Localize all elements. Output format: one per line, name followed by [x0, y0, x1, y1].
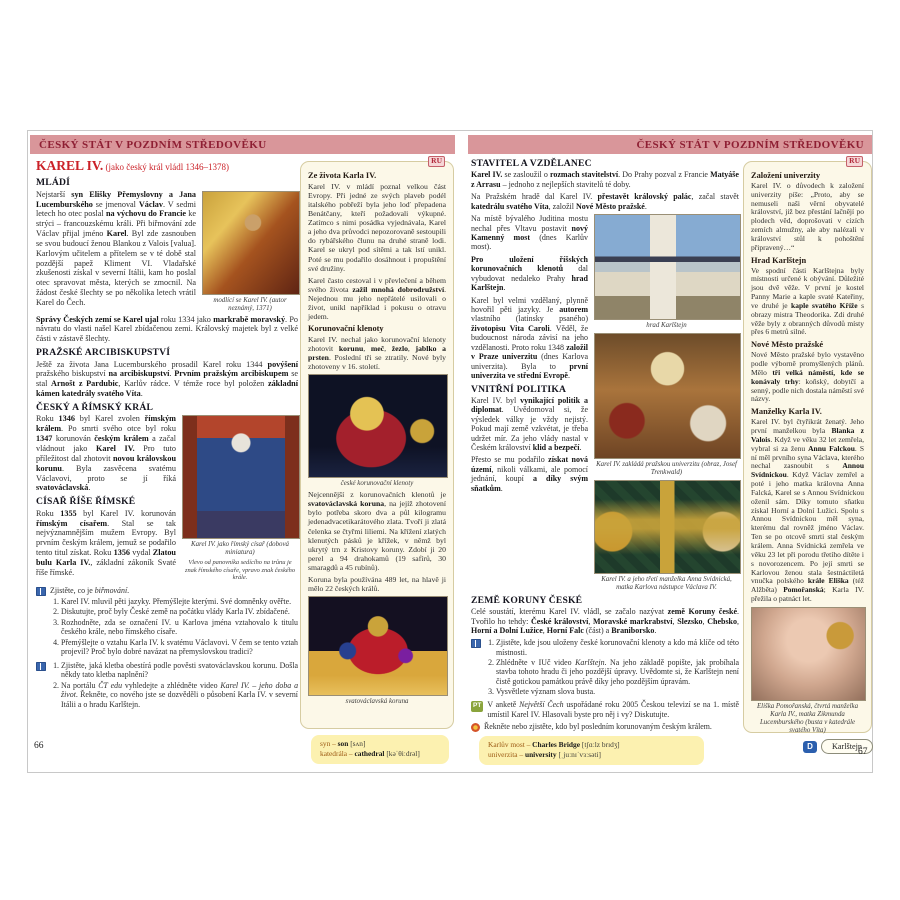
section-heading-cisar: CÍSAŘ ŘÍŠE ŘÍMSKÉ — [36, 496, 136, 508]
image-university-founding — [594, 333, 741, 459]
sidebar-heading: Hrad Karlštejn — [751, 255, 807, 265]
sidebar-paragraph: Koruna byla používána 489 let, na hlavě ji mělo 22 českých králů. — [308, 574, 446, 594]
vocab-ipa: [kəˈθiːdrəl] — [386, 749, 420, 759]
task-item: V anketě Největší Čech uspořádané roku 2005 Českou televizí se na 1. místě umístil Karel IV. Hlasovali byste pro něj i vy? Diskutujte. — [487, 700, 739, 719]
paragraph: Na Pražském hradě dal Karel IV. přestavět královský palác, začal stavět katedrálu svatého Víta, založil Nové Město pražské. — [471, 192, 739, 211]
chapter-title: ČESKÝ STÁT V POZDNÍM STŘEDOVĚKU — [636, 138, 864, 151]
figure-eliska-bust — [751, 607, 864, 735]
task-item: 2. Diskutujte, proč byly České země na počátku vlády Karla IV. zbídačené. — [61, 607, 298, 616]
paragraph: Na místě bývalého Juditina mostu nechal přes Vltavu postavit nový Kamenný most (dnes Karlův most). — [471, 214, 589, 252]
task-item: 4. Přemýšlejte o vztahu Karla IV. k svatému Václavovi. V čem se tento vztah projevil? Proč bylo dobré navázat na přemyslovskou tradici? — [61, 638, 298, 657]
section-heading-stavitel: STAVITEL A VZDĚLANEC — [471, 158, 592, 169]
section-heading-politika: VNITŘNÍ POLITIKA — [471, 383, 567, 395]
section-heading-mladi: MLÁDÍ — [36, 177, 71, 189]
page-67-main-column — [471, 158, 739, 736]
section-heading-cesky-rimsky-kral: ČESKÝ A ŘÍMSKÝ KRÁL — [36, 401, 154, 413]
caption-university: Karel IV. zakládá pražskou univerzitu (obraz, Josef Trenkwald) — [596, 461, 737, 476]
page-number-67: 67 — [858, 747, 868, 757]
two-column-row — [471, 214, 739, 592]
image-subcolumn — [594, 214, 739, 592]
page-number-66: 66 — [34, 741, 44, 751]
section-heading-zeme: ZEMĚ KORUNY ČESKÉ — [471, 594, 583, 606]
ru-badge: RU — [428, 156, 445, 167]
sidebar-ze-zivota — [300, 156, 454, 729]
caption-eliska-bust: Eliška Pomořanská, čtvrtá manželka Karla IV., matka Zikmunda Lucemburského (busta v katedrále svatého Víta) — [756, 702, 859, 734]
vocab-english: university — [524, 750, 557, 760]
flower-icon — [471, 723, 480, 732]
caption-emperor-detail: Vlevo od panovníka sedícího na trůnu je znak římského císaře, vpravo znak českého krále. — [184, 559, 296, 582]
caption-karlstejn: hrad Karlštejn — [646, 322, 687, 330]
page-66-main-column — [36, 158, 298, 743]
vocab-english: Charles Bridge — [532, 740, 580, 749]
task-list-3 — [485, 638, 739, 697]
figure-karel-praying — [202, 191, 298, 313]
sidebar-heading: Ze života Karla IV. — [308, 171, 377, 180]
paragraph: Karel byl velmi vzdělaný, plynně hovořil pěti jazyky. Je autorem vlastního (latinsky psaného) životopisu Vita Caroli. Věděl, že budoucnost národa závisí na jeho vzdělanosti. Proto roku 1348 založil v Praze univerzitu (dnes Karlova univerzita). Byla to první univerzita ve střední Evropě. — [471, 295, 588, 381]
image-wenceslas-crown — [308, 596, 448, 696]
vocabulary-box-66 — [311, 735, 449, 764]
sidebar-heading: Manželky Karla IV. — [751, 407, 822, 417]
figure-university-founding — [594, 333, 739, 477]
sidebar-paragraph: Karel často cestoval i v převlečení a během svého života zažil mnohá dobrodružství. Nejednou mu jeho nepřátelé usilovali o život, unikl například i pokusu o otravu jedem. — [308, 275, 447, 321]
caption-crown-jewels: české korunovační klenoty — [340, 480, 414, 488]
vocab-czech: univerzita – — [488, 750, 524, 760]
paragraph: Přesto se mu podařilo získat nová území, nikoli válkami, ale pomocí jednání, koupí a díky svým sňatkům. — [471, 455, 589, 493]
pt-badge: PT — [471, 701, 483, 712]
task-list-2 — [50, 661, 298, 710]
task-item: 1. Zjistěte, jaká kletba obestírá podle pověsti svatováclavskou korunu. Došla někdy tato kletba naplnění? — [61, 661, 298, 680]
task-item: 2. Zhlédněte v IUč video Karlštejn. Na jeho základě popište, jak probíhala stavba tohoto hradu či jeho pozdější úpravy. Uvědomte si, že Karlštejn není čistě gotickou památkou právě díky jeho pozdějším úpravám. — [496, 658, 739, 686]
task-block-3 — [471, 638, 739, 697]
section-kral-cisar — [36, 414, 298, 583]
image-karel-praying — [202, 191, 300, 295]
task-block-2 — [36, 661, 298, 710]
vocab-ipa: [sʌn] — [350, 739, 366, 748]
paragraph: Celé soustátí, kterému Karel IV. vládl, se začalo nazývat země Koruny české. Tvořilo ho tehdy: České království, Moravské markrabství, Slezsko, Chebsko, Horní a Dolní Lužice, Horní Falc (část) a Braniborsko. — [471, 607, 740, 635]
figure-emperor-miniature — [182, 415, 298, 581]
chapter-header-left — [30, 135, 455, 154]
vocab-czech: Karlův most – — [488, 740, 531, 749]
caption-karel-praying: modlící se Karel IV. (autor neznámý, 1371) — [213, 296, 287, 312]
paragraph: Pro uložení říšských korunovačních klenotů dal vybudovat nedaleko Prahy hrad Karlštejn. — [471, 254, 588, 293]
sidebar-heading: Založení univerzity — [751, 171, 821, 180]
vocab-row — [320, 739, 440, 749]
text-subcolumn — [471, 214, 588, 592]
book-spread — [27, 130, 873, 773]
lesson-title: KAREL IV. — [36, 158, 104, 173]
caption-wenceslas-crown: svatováclavská koruna — [345, 698, 409, 706]
task-item: 1. Zjistěte, kde jsou uloženy české korunovační klenoty a kdo má klíče od této místnosti. — [496, 638, 739, 657]
task-list-1 — [50, 597, 298, 657]
vocab-ipa: [tʃɑːlz brɪdʒ] — [581, 740, 620, 749]
image-karel-emperor-throne — [182, 415, 300, 539]
sidebar-zalozeni-univerzity — [743, 156, 872, 734]
vocab-english: cathedral — [354, 749, 385, 759]
paragraph: Nejstarší syn Elišky Přemyslovny a Jana Lucemburského se jmenoval Václav. V sedmi letech ho otec poslal na výchovu do Francie ke strýci – francouzskému králi. Při biřmování zde Václav přijal jméno Karel. Byl zde zasnouben se svou budoucí ženou Blankou z Valois [valua]. Karlovým učitelem a přítelem se v té době stal pozdější papež Kliment VI. Vladařské zkušenosti získal v severní Itálii, kam ho poslal otec spravovat města, kterých se zmocnil. Na žádost české šlechty se po několika letech vrátil Karel do Čech. — [36, 189, 196, 307]
section-heading-arcibiskupstvi: PRAŽSKÉ ARCIBISKUPSTVÍ — [36, 347, 171, 359]
media-link-icon[interactable]: D — [803, 741, 817, 753]
vocab-english: son — [337, 739, 349, 748]
lesson-title-row — [36, 158, 298, 174]
ru-badge: RU — [846, 156, 863, 167]
task-item: 2. Na portálu ČT edu vyhledejte a zhlédněte video Karel IV. – jeho doba a život. Řekněte, co nového jste se dozvěděli o působení Karla IV. v severní Itálii a o hradu Karlštejn. — [61, 681, 298, 709]
book-icon — [471, 639, 481, 648]
task-item: Řekněte nebo zjistěte, kdo byl posledním korunovaným českým králem. — [484, 722, 712, 731]
paragraph: Karel IV. byl vynikající politik a diplomat. Uvědomoval si, že výsledek války je vždy nejistý. Pokud mají země vzkvétat, je třeba udržet mír. Za jeho vlády nastal v Českém království klid a bezpečí. — [471, 395, 588, 452]
image-anna-svidnicka — [594, 480, 741, 574]
vocab-row — [488, 750, 695, 760]
book-icon — [36, 587, 46, 596]
paragraph: Karel IV. se zasloužil o rozmach stavitelství. Do Prahy pozval z Francie Matyáše z Arrasu – jednoho z nejlepších stavitelů té doby. — [471, 170, 739, 189]
sidebar-heading: Nové Město pražské — [751, 340, 824, 350]
paragraph: Roku 1355 byl Karel IV. korunován římským císařem. Stal se tak nejvýznamnějším mužem Evropy. Byl prvním českým králem, jemuž se podařilo tento titul získat. Roku 1356 vydal Zlatou bulu Karla IV., základní zákoník Svaté říše římské. — [36, 508, 176, 577]
image-eliska-bust — [751, 607, 866, 701]
figure-anna-svidnicka — [594, 480, 739, 592]
vocab-row — [488, 740, 695, 750]
figure-karlstejn-castle — [594, 214, 739, 330]
sidebar-paragraph: Nové Město pražské bylo vystavěno podle výborně promyšlených plánů. Mělo tři velká náměstí, kde se konávaly trhy: koňský, dobytčí a senný, podle nich dostala náměstí své názvy. — [751, 350, 864, 404]
image-crown-jewels — [308, 374, 448, 478]
chapter-title: ČESKÝ STÁT V POZDNÍM STŘEDOVĚKU — [39, 138, 267, 151]
lesson-subtitle: (jako český král vládl 1346–1378) — [103, 162, 229, 172]
task-block-pt — [471, 700, 739, 719]
paragraph: Roku 1346 byl Karel zvolen římským králem. Po smrti svého otce byl roku 1347 korunován českým králem a začal vládnout jako Karel IV. Pro tuto příležitost dal zhotovit novou královskou korunu. Byla zasvěcena svatému Václavovi, proto se jí říká svatováclavská. — [36, 414, 177, 493]
task-block-flower — [471, 722, 739, 732]
book-icon — [36, 662, 46, 671]
paragraph: Ještě za života Jana Lucemburského prosadil Karel roku 1344 povýšení pražského biskupství na arcibiskupství. Prvním pražským arcibiskupem se stal Arnošt z Pardubic, Karlův rádce. V témže roce byl položen základní kámen katedrály svatého Víta. — [36, 359, 299, 399]
sidebar-paragraph: Karel IV. nechal jako korunovační klenoty zhotovit korunu, meč, žezlo, jablko a prsten. Poslední tři se ztratily. Nové byly zhotoveny v 16. století. — [308, 334, 446, 372]
sidebar-paragraph: Karel IV. o důvodech k založení univerzity píše: „Proto, aby se nemuseli naši věrní obyvatelé království, již bez přestání lačnějí po plodech věd, doprošovati v cizích zemích almužny, ale aby nalézali v království stůl k pohoštění připravený…“ — [751, 180, 864, 252]
task-item: 1. Karel IV. mluvil pěti jazyky. Přemýšlejte kterými. Své domněnky ověřte. — [61, 597, 298, 606]
vocab-czech: syn – — [320, 739, 336, 748]
figure-wenceslas-crown — [308, 596, 446, 706]
section-mladi — [36, 190, 298, 344]
sidebar-paragraph: Karel IV. byl čtyřikrát ženatý. Jeho první manželkou byla Blanka z Valois. Když ve věku 32 let zemřela, vybral si za ženu Annu Falckou. S ní měl prvního syna Václava, kterého nechal zasnoubit s Annou Svídnickou. Když Václav zemřel a poté i jeho matka královna Anna Falcká, Karel se s Annou Svídnickou oženil sám. Díky tomuto sňatku získal Horní a Dolní Lužici. Spolu s Annou Svídnickou měl syna, kterému dal rovněž jméno Václav. Ten se po otcově smrti stal českým králem. Anna Svídnická zemřela ve věku 23 let při porodu třetího dítěte i s novorozencem. Po její smrti se Karlovou ženou stala šestnáctiletá vnučka polského krále Eliška (též Alžběta) Pomořanská; Karla IV. přežila o patnáct let. — [751, 417, 864, 604]
vocab-ipa: [ˌjuːnɪˈvɜːsəti] — [558, 750, 601, 760]
vocab-row — [320, 749, 440, 759]
sidebar-heading: Korunovační klenoty — [308, 324, 384, 334]
task-block-1 — [36, 586, 298, 657]
task-intro: Zjistěte, co je biřmování. — [50, 586, 130, 596]
sidebar-paragraph: Nejcennější z korunovačních klenotů je svatováclavská koruna, na jejíž zhotovení bylo potřeba skoro dva a půl kilogramu jedenadvacetikarátového zlata. Tvoří ji zlatá čelenka se čtyřmi liliemi. Na křížení zlatých klenutých pásků je křížek, v němž byl ukrytý trn z Kristovy koruny. Zdobí ji 20 perel a 94 drahokamů (19 safírů, 30 smaragdů a 45 rubínů). — [308, 490, 446, 572]
caption-emperor-title: Karel IV. jako římský císař (dobová miniatura) — [191, 541, 289, 557]
image-karlstejn-castle — [594, 214, 741, 320]
vocabulary-box-67 — [479, 736, 704, 765]
paragraph: Správy Českých zemí se Karel ujal roku 1334 jako markrabě moravský. Po návratu do vlasti našel Karel zbídačenou zemi. Královský majetek byl z velké části v zástavě šlechty. — [36, 314, 299, 344]
figure-crown-jewels — [308, 374, 446, 488]
vocab-czech: katedrála – — [320, 749, 353, 759]
sidebar-paragraph: Ve spodní části Karlštejna byly místnosti určené k obývání. Důležité jsou dvě věže. V první je kostel Panny Marie a kaple svaté Kateřiny, ve druhé je kaple svatého Kříže s obrazy mistra Theodorika. Zdi druhé věže byly z obranných důvodů místy přes 6 metrů silné. — [751, 265, 864, 337]
chapter-header-right — [468, 135, 872, 154]
task-item: 3. Vysvětlete význam slova busta. — [496, 687, 739, 696]
karlstejn-link-pill[interactable]: Karlštejn — [821, 739, 873, 754]
caption-anna: Karel IV. a jeho třetí manželka Anna Svídnická, matka Karlova nástupce Václava IV. — [601, 575, 732, 591]
task-item: 3. Rozhodněte, zda se označení IV. u Karlova jména vztahovalo k titulu českého krále, nebo římského císaře. — [61, 618, 298, 637]
sidebar-paragraph: Karel IV. v mládí poznal velkou část Evropy. Při jedné ze svých plaveb podél italského pobřeží byla jeho loď přepadena Benátčany, kteří požadovali výkupné. Zatímco s nimi posádka vyjednávala, Karel a jeho dva průvodci nepozorovaně sestoupili do rybářského člunu na druhé straně lodi. Karel se ukryl pod sítěmi a tak lstí unikl. Poté se mu podařilo dosáhnout i propuštění své družiny. — [308, 181, 446, 273]
